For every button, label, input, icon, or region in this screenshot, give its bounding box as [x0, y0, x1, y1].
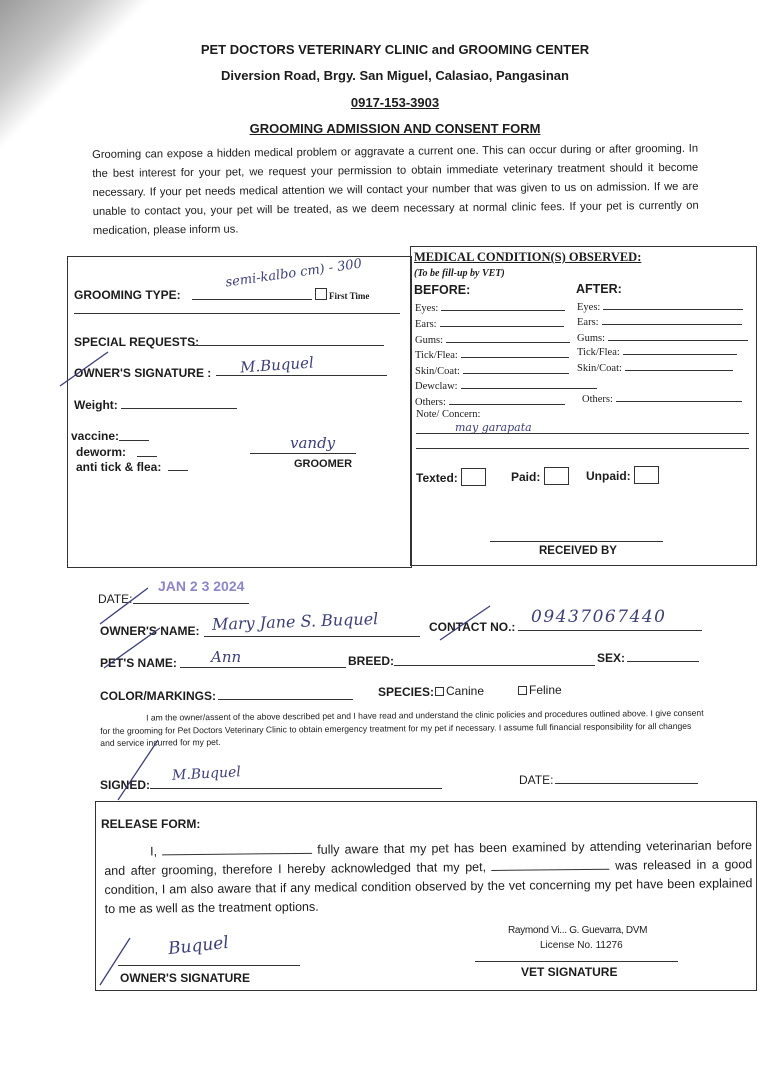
species-label: SPECIES:	[378, 685, 435, 699]
antitick-label: anti tick & flea:	[76, 460, 162, 474]
release-title: RELEASE FORM:	[101, 817, 201, 831]
contact-value: 09437067440	[531, 607, 667, 627]
consent-date-label: DATE:	[519, 773, 554, 787]
breed-label: BREED:	[348, 654, 395, 668]
release-owner-signature: Buquel	[167, 932, 230, 960]
before-field-label: Dewclaw:	[415, 381, 458, 392]
grooming-type-value: semi-kalbo cm) - 300	[224, 256, 363, 291]
pen-stroke-owner-name	[104, 628, 160, 668]
owner-name-label: OWNER'S NAME:	[100, 624, 200, 638]
groomer-name: vandy	[290, 434, 336, 452]
groomer-label: GROOMER	[294, 458, 353, 470]
before-field-label: Ears:	[415, 319, 437, 330]
pen-stroke-contact	[440, 606, 490, 640]
medical-title: MEDICAL CONDITION(S) OBSERVED:	[414, 250, 642, 264]
first-time-label: First Time	[329, 291, 370, 301]
pet-name-value: Ann	[211, 648, 242, 666]
after-field-label: Ears:	[577, 317, 599, 328]
pen-stroke-owner-sig	[60, 352, 108, 386]
special-requests-label: SPECIAL REQUESTS:	[74, 335, 200, 349]
vaccine-label: vaccine:	[71, 429, 120, 443]
release-text-middle: fully aware that my pet has been examined by attending veterinarian before and after grooming, therefore I hereby acknowledged that my pet,	[104, 838, 753, 878]
owner-signature-scribble: M.Buquel	[239, 353, 315, 377]
species-canine-label: Canine	[446, 684, 485, 698]
grooming-type-label: GROOMING TYPE:	[74, 288, 181, 302]
before-field-label: Gums:	[415, 335, 444, 346]
pet-name-label: PET'S NAME:	[100, 656, 177, 670]
after-field-label: Eyes:	[577, 302, 601, 313]
clinic-address: Diversion Road, Brgy. San Miguel, Calasiao, Pangasinan	[221, 68, 569, 83]
clinic-name: PET DOCTORS VETERINARY CLINIC and GROOMING CENTER	[200, 42, 590, 57]
consent-text: I am the owner/assent of the above described pet and I have read and understand the clinic policies and procedures outlined above. I give consent for the grooming for Pet Doctors Veterinary Clinic to obtain emergency treatment for my pet if necessary. I assume full financial responsibility for all changes and service incurred for my pet.	[100, 707, 704, 748]
intro-paragraph: Grooming can expose a hidden medical problem or aggravate a current one. This can occur during or after grooming. In the best interest for your pet, we request your permission to obtain immediate veterinary treatment should it become necessary. If your pet needs medical attention we will contact your number that was given to us on admission. If we are unable to contact you, your pet will be treated, as we deem necessary at normal clinic fees. If your pet is currently on medication, please inform us.	[92, 142, 699, 237]
signed-label: SIGNED:	[100, 778, 151, 792]
deworm-label: deworm:	[76, 445, 127, 459]
before-field-label: Tick/Flea:	[415, 350, 458, 361]
before-field-label: Skin/Coat:	[415, 366, 460, 377]
medical-subtitle: (To be fill-up by VET)	[414, 268, 505, 279]
after-field-label: Others:	[582, 394, 613, 405]
pen-stroke-date	[100, 588, 148, 624]
weight-label: Weight:	[74, 398, 118, 412]
date-label: DATE:	[98, 592, 133, 606]
after-field-label: Tick/Flea:	[577, 347, 620, 358]
paid-label: Paid:	[511, 470, 541, 484]
date-stamp: JAN 2 3 2024	[158, 578, 245, 594]
clinic-phone: 0917-153-3903	[350, 95, 440, 110]
pen-stroke-signed	[118, 740, 158, 800]
owner-name-value: Mary Jane S. Buquel	[211, 609, 379, 634]
unpaid-label: Unpaid:	[586, 469, 631, 483]
received-by-label: RECEIVED BY	[539, 545, 617, 557]
release-text-end: was released in a good condition, I am also aware that if any medical condition observed by the vet concerning my pet have been explained to me as well as the treatment options.	[104, 857, 753, 916]
color-markings-label: COLOR/MARKINGS:	[100, 689, 216, 703]
vet-name: Raymond Vi... G. Guevarra, DVM	[508, 925, 648, 936]
owner-signature-label: OWNER'S SIGNATURE :	[74, 366, 212, 380]
before-field-label: Eyes:	[415, 303, 439, 314]
signed-scribble: M.Buquel	[171, 764, 242, 784]
before-field-label: Others:	[415, 397, 446, 408]
texted-label: Texted:	[416, 471, 458, 485]
vet-signature-label: VET SIGNATURE	[521, 965, 618, 979]
contact-label: CONTACT NO.:	[429, 620, 516, 634]
note-value: may garapata	[455, 421, 532, 434]
vet-license: License No. 11276	[540, 940, 623, 951]
form-title: GROOMING ADMISSION AND CONSENT FORM	[249, 121, 541, 136]
sex-label: SEX:	[597, 651, 626, 665]
before-label: BEFORE:	[414, 283, 471, 297]
release-text-i: I,	[150, 844, 158, 859]
note-label: Note/ Concern:	[416, 409, 481, 420]
release-owner-signature-label: OWNER'S SIGNATURE	[120, 971, 250, 985]
after-field-label: Skin/Coat:	[577, 363, 622, 374]
pen-stroke-release-sig	[100, 938, 130, 985]
after-label: AFTER:	[576, 282, 622, 296]
species-feline-label: Feline	[529, 683, 562, 697]
after-field-label: Gums:	[577, 333, 606, 344]
